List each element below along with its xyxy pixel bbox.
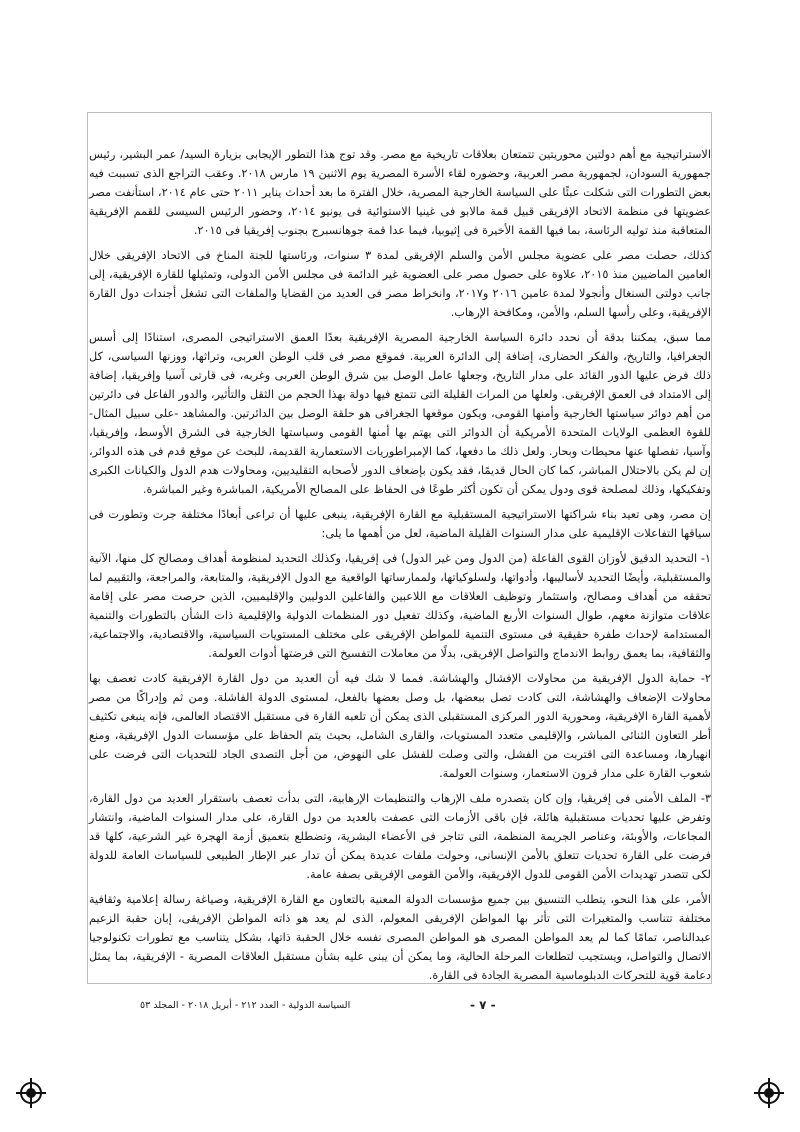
registration-mark-icon — [20, 1082, 42, 1104]
registration-mark-dot — [764, 1088, 774, 1098]
publication-info: السياسة الدولية - العدد ٢١٢ - أبريل ٢٠١٨ - المجلد ٥٣ — [140, 1000, 351, 1011]
paragraph-3: مما سبق، يمكننا بدقة أن نحدد دائرة السياسة الخارجية المصرية الإفريقية بعدًا العمق الاستراتيجى المصرى، استنادًا إلى أسس الجغرافيا، والتاريخ، والفكر الحضارى، إضافة إلى الدائرة العربية. فموقع مصر فى قلب الوطن العربى، وتراثها، ووزنها السياسى، كل ذلك فرض عليها الدور القائد على مدار التاريخ، وجعلها عامل الوصل بين شرق الوطن العربى وغربه، فى قارتى آسيا وإفريقيا، إضافة إلى الامتداد فى العمق الإفريقى. ولعلها من المرات القليلة التى تتمتع فيها دولة بهذا الحجم من الثقل والتأثير، والدور الفاعل فى دائرتين من أهم دوائر سياستها الخارجية وأمنها القومى، ويكون موقعها الجغرافى هو حلقة الوصل بين الدائرتين. والمشاهد -على سبيل المثال- للقوة العظمى الولايات المتحدة الأمريكية أن الدوائر التى يهتم بها أمنها القومى وسياستها الخارجية فى الشرق الأوسط، وإفريقيا، وآسيا، تفصلها عنها محيطات وبحار. ولعل ذلك ما دفعها، كما الإمبراطوريات الاستعمارية القديمة، للبحث عن موقع قدم فى هذه الدوائر، إن لم يكن بالاحتلال المباشر، كما كان الحال قديمًا، فقد يكون بإضعاف الدور لأصحابه التقليديين، ومحاولات هدم الدول والكيانات الكبرى وتفكيكها، وذلك لمصلحة قوى ودول يمكن أن تكون أكثر طوعًا فى الحفاظ على المصالح الأمريكية، المباشرة وغير المباشرة. — [89, 331, 711, 496]
paragraph-6: ٢- حماية الدول الإفريقية من محاولات الإفشال والهشاشة. فمما لا شك فيه أن العديد من دول القارة الإفريقية كادت تعصف بها محاولات الإضعاف والهشاشة، التى كادت تصل ببعضها، بل وصل بعضها بالفعل، لمستوى الدولة الفاشلة. ومن ثم وإدراكًا من مصر لأهمية القارة الإفريقية، ومحورية الدور المركزى المستقبلى الذى يمكن أن تلعبه القارة فى مستقبل الاقتصاد العالمى، فإنه ينبغى تكثيف أطر التعاون الثنائى المباشر، والإقليمى متعدد المستويات، والقارى الشامل، بحيث يتم الحفاظ على مؤسسات الدول الإفريقية، ومنع انهيارها، ومساعدة التى اقتربت من الفشل، والتى وصلت للفشل على النهوض، من أجل التصدى الجاد للتحديات التى فرضت على شعوب القارة على مدار قرون الاستعمار، وسنوات العولمة. — [89, 672, 711, 780]
paragraph-5: ١- التحديد الدقيق لأوزان القوى الفاعلة (من الدول ومن غير الدول) فى إفريقيا، وكذلك التحديد لمنظومة أهداف ومصالح كل منها، الآنية والمستقبلية، وأيضًا التحديد لأساليبها، وأدواتها، ولسلوكياتها، ولممارساتها الواقعية مع الدول الإفريقية، والمتابعة، والمراجعة، والتقييم لما تحققه من أهداف ومصالح، واستثمار وتوظيف العلاقات مع اللاعبين والفاعلين الدوليين والإقليميين، الذين حرصت مصر على إقامة علاقات متوازنة معهم، طوال السنوات الأربع الماضية، وكذلك تفعيل دور المنظمات الدولية والإقليمية ذات الشأن بالتطورات والتنمية المستدامة لإحداث طفرة حقيقية فى مستوى التنمية للمواطن الإفريقى على مختلف المستويات السياسية، والاقتصادية، والاجتماعية، والثقافية، بما يعمق روابط الاندماج والتواصل الإفريقى، بدلًا من معاملات التفسيخ التى فرضتها أدوات العولمة. — [89, 552, 711, 660]
paragraph-1: الاستراتيجية مع أهم دولتين محوريتين تتمتعان بعلاقات تاريخية مع مصر. وقد توج هذا التطور الإيجابى بزيارة السيد/ عمر البشير، رئيس جمهورية السودان، لجمهورية مصر العربية، وحضوره لقاء الأسرة المصرية يوم الاثنين ١٩ مارس ٢٠١٨. وعقب التراجع الذى تسببت فيه بعض التطورات التى شكلت عبئًا على السياسة الخارجية المصرية، خلال الفترة ما بعد أحداث يناير ٢٠١١ حتى عام ٢٠١٤، استأنفت مصر عضويتها فى منظمة الاتحاد الإفريقى قبيل قمة مالابو فى غينيا الاستوائية فى يونيو ٢٠١٤، وحضور الرئيس السيسى للقمم الإفريقية المتعاقبة منذ توليه الرئاسة، بما فيها القمة الأخيرة فى إثيوبيا، فيما عدا قمة جوهانسبرج بجنوب إفريقيا فى ٢٠١٥. — [89, 148, 712, 237]
registration-mark-icon — [758, 1082, 780, 1104]
registration-mark-dot — [26, 1088, 36, 1098]
article-body — [89, 145, 712, 982]
page-footer — [140, 1000, 660, 1020]
paragraph-4: إن مصر، وهى تعيد بناء شراكتها الاستراتيجية المستقبلية مع القارة الإفريقية، ينبغى عليها أن تراعى أبعادًا مختلفة جرت وتطورت فى سياقها التفاعلات الإقليمية على مدار السنوات القليلة الماضية، لعل من أهمها ما يلى: — [89, 508, 711, 540]
paragraph-8: الأمر، على هذا النحو، يتطلب التنسيق بين جميع مؤسسات الدولة المعنية بالتعاون مع القارة الإفريقية، وصياغة رسالة إعلامية وثقافية مختلفة تتناسب والمتغيرات التى تأثر بها المواطن الإفريقى المعولم، الذى لم يعد هو ذاته المواطن الإفريقى، إبان حقبة الزعيم عبدالناصر، تمامًا كما لم يعد المواطن المصرى هو المواطن المصرى نفسه خلال الحقبة ذاتها، بشكل يتناسب مع تطورات تكنولوجيا الاتصال والتواصل، ويستجيب لتطلعات المرحلة الحالية، وما يمكن أن يبنى عليه بشأن مستقبل العلاقات المصرية - الإفريقية، بما يمثل دعامة قوية للتحركات الدبلوماسية المصرية الجادة فى القارة. — [89, 893, 711, 982]
paragraph-7: ٣- الملف الأمنى فى إفريقيا، وإن كان يتصدره ملف الإرهاب والتنظيمات الإرهابية، التى بدأت تعصف باستقرار العديد من دول القارة، وتفرض عليها تحديات مستقبلية هائلة، فإن باقى الأزمات التى عصفت بالعديد من دول القارة، على مدار السنوات الماضية، وانتشار المجاعات، والأوبئة، وعناصر الجريمة المنظمة، التى تتاجر فى الأعضاء البشرية، وتضطلع بتعميق أزمة الهجرة غير الشرعية، كلها قد فرضت على القارة تحديات تتعلق بالأمن الإنسانى، وحولت ملفات عديدة يمكن أن تدار عبر الإطار الطبيعى للسياسات العامة للدولة لكى تتصدر تهديدات الأمن القومى للدول الإفريقية، والأمن القومى الإفريقى بصفة عامة. — [89, 792, 711, 881]
page-number: - ٧ - — [470, 998, 496, 1012]
paragraph-2: كذلك، حصلت مصر على عضوية مجلس الأمن والسلم الإفريقى لمدة ٣ سنوات، ورئاستها للجنة المناخ فى الاتحاد الإفريقى خلال العامين الماضيين منذ ٢٠١٥، علاوة على حصول مصر على العضوية غير الدائمة فى مجلس الأمن الدولى، وتمثيلها للقارة الإفريقية، إلى جانب دولتى السنغال وأنجولا لمدة عامين ٢٠١٦ و٢٠١٧، وانخراط مصر فى العديد من القضايا والملفات التى تشغل أجندات دول القارة الإفريقية، وعلى رأسها السلم، والأمن، ومكافحة الإرهاب. — [89, 249, 712, 319]
